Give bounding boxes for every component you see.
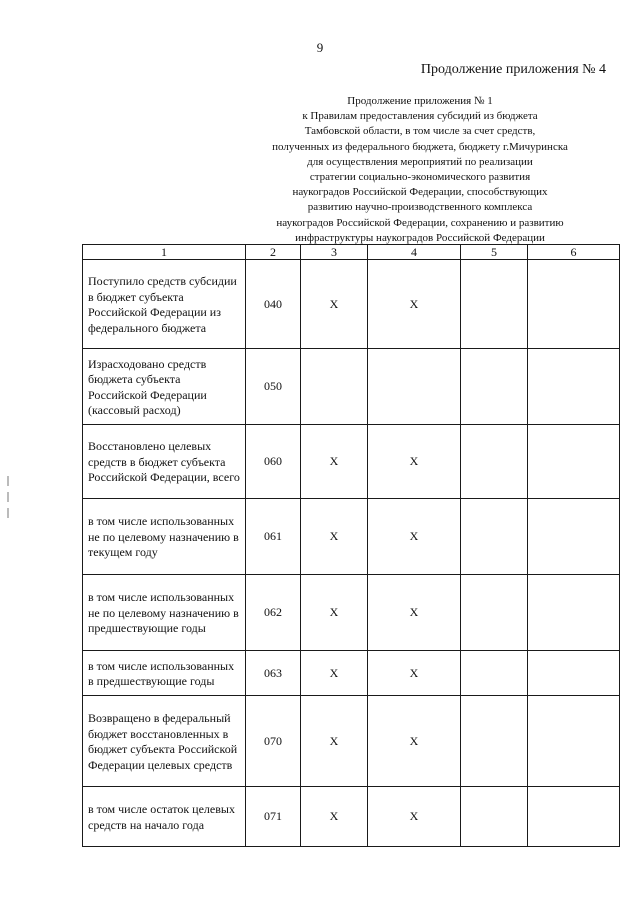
cell-col3: X: [301, 651, 368, 696]
cell-col6: [528, 696, 620, 787]
cell-col4: [368, 349, 461, 425]
row-code: 040: [246, 260, 301, 349]
subtitle-line: наукоградов Российской Федерации, сохранению и развитию: [276, 216, 564, 229]
cell-col6: [528, 260, 620, 349]
cell-col3: [301, 349, 368, 425]
cell-col6: [528, 499, 620, 575]
cell-col5: [461, 696, 528, 787]
cell-col6: [528, 787, 620, 847]
row-code: 062: [246, 575, 301, 651]
cell-col5: [461, 260, 528, 349]
cell-col4: X: [368, 575, 461, 651]
appendix-subtitle: [250, 94, 590, 246]
scan-margin-marks: [4, 470, 14, 524]
row-code: 063: [246, 651, 301, 696]
subtitle-line: полученных из федерального бюджета, бюджету г.Мичуринска: [272, 140, 568, 153]
table-row: [83, 260, 620, 349]
cell-col5: [461, 499, 528, 575]
column-header: 4: [368, 245, 461, 260]
cell-col5: [461, 575, 528, 651]
report-table: [82, 244, 620, 847]
column-header: 5: [461, 245, 528, 260]
cell-col6: [528, 349, 620, 425]
row-code: 070: [246, 696, 301, 787]
subtitle-line: наукоградов Российской Федерации, способствующих: [292, 186, 548, 199]
table-row: [83, 349, 620, 425]
cell-col5: [461, 425, 528, 499]
column-header: 3: [301, 245, 368, 260]
cell-col6: [528, 425, 620, 499]
cell-col4: X: [368, 696, 461, 787]
row-code: 060: [246, 425, 301, 499]
cell-col3: X: [301, 696, 368, 787]
page-number: 9: [316, 40, 324, 55]
cell-col6: [528, 651, 620, 696]
table-row: [83, 499, 620, 575]
subtitle-line: инфраструктуры наукоградов Российской Федерации: [295, 231, 545, 244]
cell-col3: X: [301, 499, 368, 575]
row-label: Израсходовано средств бюджета субъекта Российской Федерации (кассовый расход): [83, 349, 246, 425]
subtitle-line: для осуществления мероприятий по реализации: [307, 155, 533, 168]
cell-col3: X: [301, 425, 368, 499]
row-label: в том числе использованных не по целевому назначению в текущем году: [83, 499, 246, 575]
row-label: Поступило средств субсидии в бюджет субъекта Российской Федерации из федерального бюджета: [83, 260, 246, 349]
row-label: в том числе использованных в предшествующие годы: [83, 651, 246, 696]
cell-col6: [528, 575, 620, 651]
cell-col4: X: [368, 260, 461, 349]
row-code: 061: [246, 499, 301, 575]
row-code: 071: [246, 787, 301, 847]
cell-col5: [461, 651, 528, 696]
row-code: 050: [246, 349, 301, 425]
column-header: 2: [246, 245, 301, 260]
cell-col4: X: [368, 499, 461, 575]
row-label: Возвращено в федеральный бюджет восстановленных в бюджет субъекта Российской Федерации целевых средств: [83, 696, 246, 787]
row-label: Восстановлено целевых средств в бюджет субъекта Российской Федерации, всего: [83, 425, 246, 499]
cell-col5: [461, 349, 528, 425]
subtitle-line: к Правилам предоставления субсидий из бюджета: [302, 110, 538, 123]
table-header-row: [83, 245, 620, 260]
cell-col4: X: [368, 425, 461, 499]
cell-col4: X: [368, 787, 461, 847]
subtitle-line: развитию научно-производственного комплекса: [307, 201, 533, 214]
cell-col3: X: [301, 575, 368, 651]
table-row: [83, 425, 620, 499]
continuation-title: Продолжение приложения № 4: [420, 62, 606, 77]
row-label: в том числе остаток целевых средств на начало года: [83, 787, 246, 847]
cell-col5: [461, 787, 528, 847]
cell-col3: X: [301, 260, 368, 349]
subtitle-line: стратегии социально-экономического развития: [309, 171, 531, 184]
subtitle-line: Тамбовской области, в том числе за счет средств,: [304, 125, 536, 138]
table-row: [83, 696, 620, 787]
row-label: в том числе использованных не по целевому назначению в предшествующие годы: [83, 575, 246, 651]
table-row: [83, 651, 620, 696]
column-header: 1: [83, 245, 246, 260]
column-header: 6: [528, 245, 620, 260]
cell-col4: X: [368, 651, 461, 696]
table-row: [83, 787, 620, 847]
cell-col3: X: [301, 787, 368, 847]
table-row: [83, 575, 620, 651]
subtitle-line: Продолжение приложения № 1: [347, 95, 493, 107]
